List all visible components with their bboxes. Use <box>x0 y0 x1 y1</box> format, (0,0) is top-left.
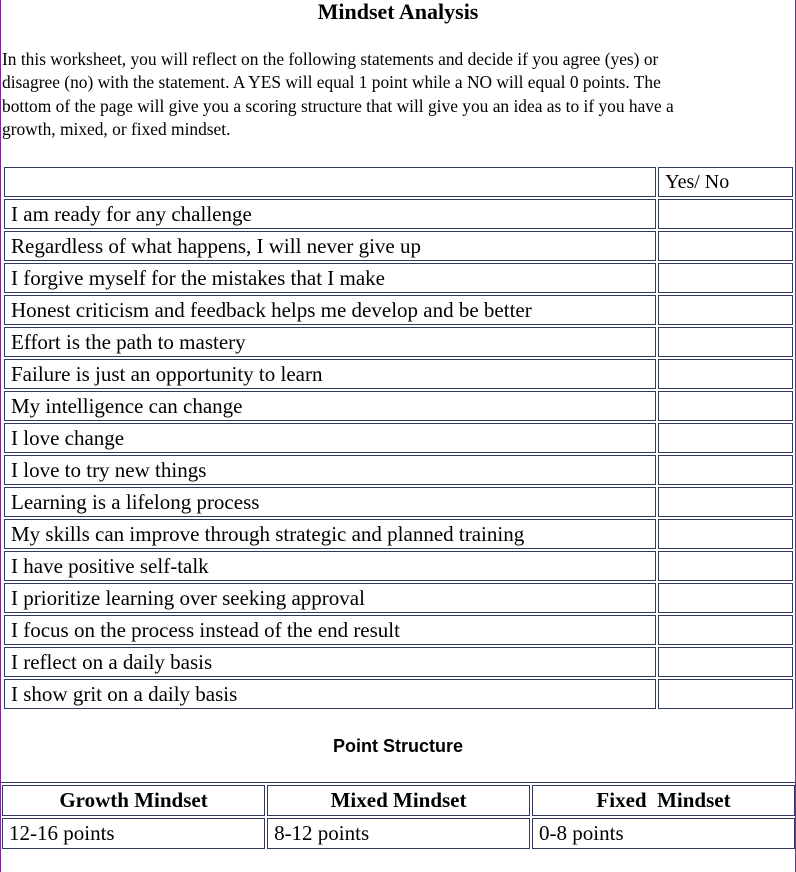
growth-mindset-header: Growth Mindset <box>2 785 265 816</box>
page-title: Mindset Analysis <box>317 0 479 24</box>
yes-no-header: Yes/ No <box>658 167 793 197</box>
statement-row <box>4 647 793 677</box>
statement-row <box>4 295 793 325</box>
yes-no-answer-cell[interactable] <box>658 615 793 645</box>
statement-row <box>4 487 793 517</box>
yes-no-answer-cell[interactable] <box>658 295 793 325</box>
mixed-points: 8-12 points <box>267 818 530 849</box>
statement-row <box>4 423 793 453</box>
mixed-mindset-header: Mixed Mindset <box>267 785 530 816</box>
point-structure-title: Point Structure <box>332 736 463 756</box>
statement-row <box>4 199 793 229</box>
statement-text: Effort is the path to mastery <box>4 327 656 357</box>
yes-no-answer-cell[interactable] <box>658 583 793 613</box>
scoring-header-row <box>2 785 795 816</box>
yes-no-answer-cell[interactable] <box>658 263 793 293</box>
yes-no-answer-cell[interactable] <box>658 359 793 389</box>
statement-text: Regardless of what happens, I will never give up <box>4 231 656 261</box>
statement-row <box>4 359 793 389</box>
statement-text: I am ready for any challenge <box>4 199 656 229</box>
statement-row <box>4 263 793 293</box>
yes-no-answer-cell[interactable] <box>658 455 793 485</box>
scoring-table <box>0 783 796 851</box>
intro-line: In this worksheet, you will reflect on the following statements and decide if you agree (yes) or <box>2 49 659 69</box>
statement-row <box>4 551 793 581</box>
statement-text: I prioritize learning over seeking approval <box>4 583 656 613</box>
yes-no-answer-cell[interactable] <box>658 519 793 549</box>
statement-text: Honest criticism and feedback helps me develop and be better <box>4 295 656 325</box>
statements-table <box>2 165 795 711</box>
yes-no-answer-cell[interactable] <box>658 647 793 677</box>
intro-line: growth, mixed, or fixed mindset. <box>2 119 231 140</box>
statement-row <box>4 327 793 357</box>
growth-points: 12-16 points <box>2 818 265 849</box>
fixed-mindset-header: Fixed Mindset <box>532 785 795 816</box>
statement-row <box>4 391 793 421</box>
statement-text: I show grit on a daily basis <box>4 679 656 709</box>
statement-text: Failure is just an opportunity to learn <box>4 359 656 389</box>
statement-row <box>4 455 793 485</box>
statement-row <box>4 231 793 261</box>
statement-row <box>4 519 793 549</box>
statement-row <box>4 615 793 645</box>
intro-line: bottom of the page will give you a scoring structure that will give you an idea as to if you have a <box>2 95 674 116</box>
yes-no-answer-cell[interactable] <box>658 551 793 581</box>
fixed-points: 0-8 points <box>532 818 795 849</box>
statement-text: I reflect on a daily basis <box>4 647 656 677</box>
yes-no-answer-cell[interactable] <box>658 231 793 261</box>
statement-text: I forgive myself for the mistakes that I make <box>4 263 656 293</box>
statement-text: I focus on the process instead of the end result <box>4 615 656 645</box>
intro-line: disagree (no) with the statement. A YES will equal 1 point while a NO will equal 0 points. The <box>2 72 661 93</box>
yes-no-answer-cell[interactable] <box>658 423 793 453</box>
statements-header-row <box>4 167 793 197</box>
yes-no-answer-cell[interactable] <box>658 327 793 357</box>
yes-no-answer-cell[interactable] <box>658 679 793 709</box>
statement-row <box>4 583 793 613</box>
yes-no-answer-cell[interactable] <box>658 487 793 517</box>
yes-no-answer-cell[interactable] <box>658 391 793 421</box>
statement-text: I have positive self-talk <box>4 551 656 581</box>
statement-text: My skills can improve through strategic and planned training <box>4 519 656 549</box>
statement-header-cell <box>4 167 656 197</box>
scoring-values-row <box>2 818 795 849</box>
intro-paragraph <box>2 48 792 142</box>
statement-text: I love change <box>4 423 656 453</box>
statement-text: Learning is a lifelong process <box>4 487 656 517</box>
statement-text: I love to try new things <box>4 455 656 485</box>
yes-no-answer-cell[interactable] <box>658 199 793 229</box>
statement-row <box>4 679 793 709</box>
statement-text: My intelligence can change <box>4 391 656 421</box>
